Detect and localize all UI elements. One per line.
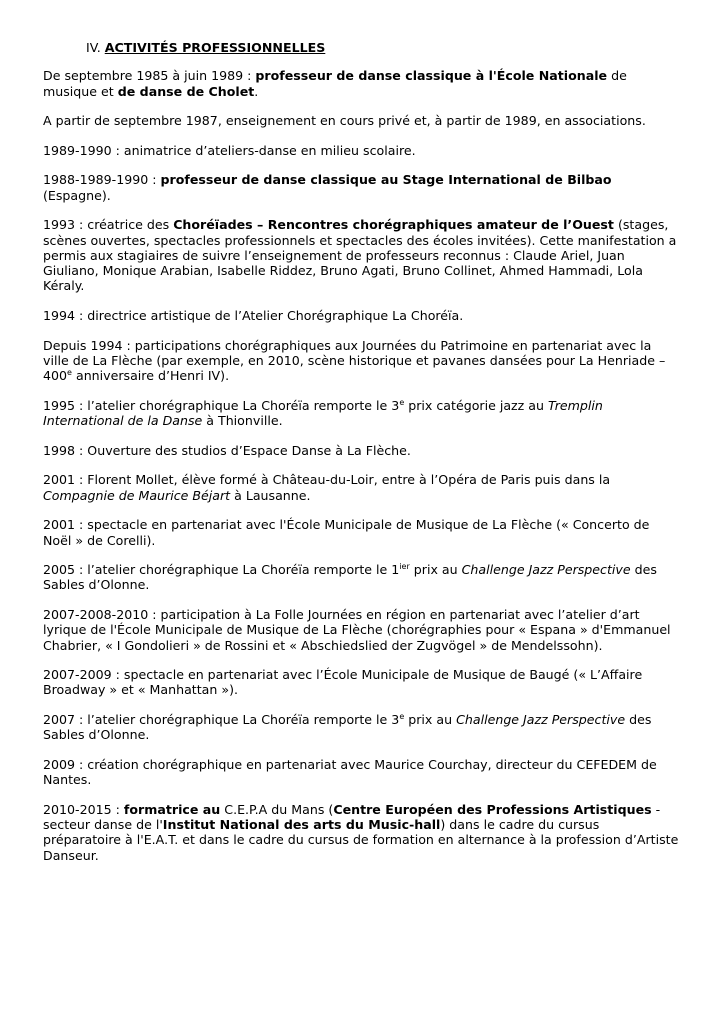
entry-paragraph [43,472,679,503]
entry-paragraph [43,443,679,458]
entry-paragraph [43,607,679,653]
entry-text: 1993 : créatrice des [43,217,174,233]
entry-text: . [254,83,259,99]
entry-text: prix au [409,562,462,578]
bold-text: professeur de danse classique à l'École Nationale [255,68,608,84]
entry-paragraph [43,667,679,698]
entry-paragraph [43,802,679,863]
entry-text: 2007 : l’atelier chorégraphique La Choréïa remporte le 3 [43,712,400,728]
entry-paragraph [43,308,679,323]
bold-text: Centre Européen des Professions Artistiques [333,801,652,817]
entry-text: de musique et [43,68,627,99]
entry-text: 1995 : l’atelier chorégraphique La Choréïa remporte le 3 [43,397,400,413]
entry-text: - secteur danse de l' [43,801,661,833]
entry-text: à Thionville. [202,413,283,429]
section-heading [86,40,679,55]
entry-text: 2007-2009 : spectacle en partenariat avec l’École Municipale de Musique de Baugé (« L’Affaire Broadway » et « Manhattan »). [43,667,643,698]
entry-text: 2001 : Florent Mollet, élève formé à Château-du-Loir, entre à l’Opéra de Paris puis dans la [43,472,611,488]
bold-text: formatrice au [123,801,221,817]
entry-list [43,68,679,863]
entry-paragraph [43,517,679,548]
entry-text: 2001 : spectacle en partenariat avec l'École Municipale de Musique de La Flèche (« Concerto de Noël » de Corelli). [43,517,650,548]
entry-text: 2009 : création chorégraphique en partenariat avec Maurice Courchay, directeur du CEFEDEM de Nantes. [43,756,657,788]
entry-text: 2005 : l’atelier chorégraphique La Choréïa remporte le 1 [43,562,400,578]
entry-paragraph [43,562,679,593]
entry-paragraph [43,172,679,203]
bold-text: Choréïades – Rencontres chorégraphiques amateur de l’Ouest [173,217,614,233]
italic-text: Compagnie de Maurice Béjart [43,487,231,503]
superscript-text: e [399,397,405,407]
bold-text: de danse de Cholet [117,83,255,99]
entry-paragraph [43,68,679,99]
entry-text: A partir de septembre 1987, enseignement en cours privé et, à partir de 1989, en associations. [43,113,646,129]
entry-paragraph [43,217,679,293]
entry-text: C.E.P.A du Mans ( [220,801,334,817]
entry-paragraph [43,712,679,743]
entry-text: ) dans le cadre du cursus préparatoire à l'E.A.T. et dans le cadre du cursus de formation en alternance à la profession d’Artiste Danseur. [43,817,679,863]
entry-paragraph [43,143,679,158]
entry-text: Depuis 1994 : participations chorégraphiques aux Journées du Patrimoine en partenariat avec la ville de La Flèche (par exemple, en 2010, scène historique et pavanes dansées pour La Henriade – 400 [43,337,666,384]
italic-text: Challenge Jazz Perspective [456,712,626,728]
italic-text: Challenge Jazz Perspective [461,562,631,578]
entry-text: prix catégorie jazz au [404,397,548,413]
entry-text: prix au [404,712,457,728]
entry-paragraph [43,398,679,429]
section-title: ACTIVITÉS PROFESSIONNELLES [104,40,326,55]
entry-text: 1998 : Ouverture des studios d’Espace Danse à La Flèche. [43,442,411,458]
entry-text: 2007-2008-2010 : participation à La Folle Journées en région en partenariat avec l’atelier d’art lyrique de l'École Municipale de Musique de La Flèche (chorégraphies pour « Espana » d'Emmanuel Chabrier, « I Gondolieri » de Rossini et « Abschiedslied der Zugvögel » de Mendelssohn). [43,606,671,653]
entry-text: 1988-1989-1990 : [43,172,161,188]
document-page [43,40,679,877]
entry-text: (stages, scènes ouvertes, spectacles professionnels et spectacles des écoles invitées). Cette manifestation a permis aux stagiaires de suivre l’enseignement de professeurs reconnus : Claude Ariel, Juan Giuliano, Monique Arabian, Isabelle Riddez, Bruno Agati, Bruno Collinet, Ahmed Hammadi, Lola Kéraly. [43,217,677,294]
superscript-text: e [67,368,72,378]
bold-text: Institut National des arts du Music-hall [162,817,441,833]
superscript-text: e [399,712,405,722]
bold-text: professeur de danse classique au Stage International de Bilbao [160,172,612,188]
entry-text: 1994 : directrice artistique de l’Atelier Chorégraphique La Choréïa. [43,308,464,324]
entry-text: 2010-2015 : [43,801,124,817]
entry-text: anniversaire d’Henri IV). [71,368,230,384]
entry-text: 1989-1990 : animatrice d’ateliers-danse en milieu scolaire. [43,142,416,158]
entry-text: des Sables d’Olonne. [43,712,652,743]
entry-paragraph [43,113,679,128]
italic-text: Tremplin International de la Danse [43,397,603,429]
entry-text: à Lausanne. [230,487,311,503]
entry-paragraph [43,757,679,788]
entry-text: des Sables d’Olonne. [43,562,657,593]
entry-text: (Espagne). [43,187,111,203]
entry-text: De septembre 1985 à juin 1989 : [43,68,256,84]
entry-paragraph [43,338,679,384]
section-numeral: IV. [86,40,101,55]
superscript-text: ier [399,562,410,572]
